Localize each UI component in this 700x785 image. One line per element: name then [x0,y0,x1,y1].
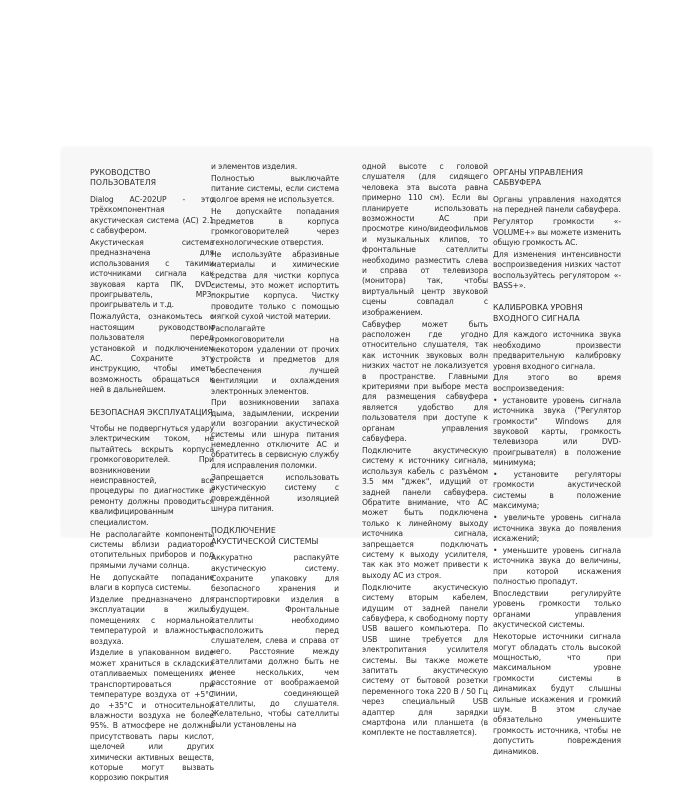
paragraph: Некоторые источники сигнала могут обладать столь высокой мощностью, что при максимальном уровне громкости системы в динамиках будут слышны сильные искажения и громкий шум. В этом случае обязательно уменьшите громкость источника, чтобы не допустить повреждения динамиков. [493,632,621,756]
section-heading-connection: ПОДКЛЮЧЕНИЕ АКУСТИЧЕСКОЙ СИСТЕМЫ [211,526,319,546]
paragraph: Располагайте громкоговорители на некотором удалении от прочих устройств и предметов для обеспечения лучшей вентиляции и охлаждения электронных элементов. [211,324,339,396]
paragraph: Изделие в упакованном виде может храниться в складских отапливаемых помещениях и транспортироваться при температуре воздуха от +5°С до +35°С и относительной влажности воздуха не более 95%. В атмосфере не должны присутствовать пары кислот, щелочей или других химически активных веществ, которые могут вызвать коррозию покрытия [90,648,214,783]
paragraph: Не допускайте попадания предметов в корпуса громкоговорителей через технологические отверстия. [211,206,339,247]
column-1 [90,168,214,785]
paragraph: Пожалуйста, ознакомьтесь с настоящим руководством пользователя перед установкой и подключением АС. Сохраните эту инструкцию, чтобы иметь возможность обращаться к ней в дальнейшем. [90,312,214,395]
paragraph: Полностью выключайте питание системы, если система долгое время не используется. [211,173,339,204]
paragraph: Не используйте абразивные материалы и химические средства для чистки корпуса системы, это может испортить покрытие корпуса. Чистку проводите только с помощью мягкой сухой чистой материи. [211,249,339,322]
manual-page [62,148,651,783]
paragraph: одной высоте с головой слушателя (для сидящего человека эта высота равна примерно 110 см). Если вы планируете использовать возможности АС при просмотре кино/видеофильмов и музыкальных клипов, то фронтальные сателлиты необходимо разместить слева и справа от телевизора (монитора) так, чтобы виртуальный центр звуковой сцены совпадал с изображением. [362,162,488,317]
paragraph: Акустическая система предназначена для использования с такими источниками сигнала как звуковая карта ПК, DVD-проигрыватель, MP3-проигрыватель и т.д. [90,237,214,310]
paragraph: Органы управления находятся на передней панели сабвуфера. [493,194,621,215]
paragraph: и элементов изделия. [211,162,298,171]
paragraph: Впоследствии регулируйте уровень громкости только органами управления акустической системы. [493,589,621,630]
list-item: • увеличьте уровень сигнала источника звука до появления искажений; [493,513,621,543]
paragraph: Для изменения интенсивности воспроизведения низких частот воспользуйтесь регулятором «-BASS+». [493,249,621,291]
paragraph: Для каждого источника звука необходимо произвести предварительную калибровку уровня входного сигнала. [493,330,621,371]
column-4 [493,168,621,759]
column-3 [362,162,488,740]
paragraph: Изделие предназначено для эксплуатации в жилых помещениях с нормальной температурой и влажностью воздуха. [90,594,214,646]
paragraph: Регулятор громкости «-VOLUME+» вы можете изменить общую громкость АС. [493,217,621,247]
list-item: • установите уровень сигнала источника звука ("Регулятор громкости" Windows для звуковой карты, громкость телевизора или DVD-проигрывателя) в положение минимума; [493,395,621,468]
column-2 [211,162,339,732]
paragraph: При возникновении запаха дыма, задымлении, искрении или возгорании акустической системы или шнура питания немедленно отключите АС и обратитесь в сервисную службу для исправления поломки. [211,398,339,470]
paragraph: Чтобы не подвергнуться удару электрическим током, не пытайтесь вскрыть корпуса громкоговорителей. При возникновении неисправностей, все процедуры по диагностике и ремонту должны проводиться квалифицированным специалистом. [90,423,214,527]
paragraph: Подключите акустическую систему к источнику сигнала, используя кабель с разъёмом 3.5 мм "джек", идущий от задней панели сабвуфера. Обратите внимание, что АС может быть подключена только к линейному выходу источника сигнала, запрещается подключать систему к выходу усилителя, так как это может привести к выходу АС из строя. [362,445,488,580]
list-item: • установите регуляторы громкости акустической системы в положение максимума; [493,470,621,511]
paragraph: Запрещается использовать акустическую систему с повреждённой изоляцией шнура питания. [211,472,339,513]
list-item: • уменьшите уровень сигнала источника звука до величины, при которой искажения полностью пропадут. [493,545,621,587]
paragraph: Сабвуфер может быть расположен где угодно относительно слушателя, так как источник звуковых волн низких частот не локализуется в пространстве. Главными критериями при выборе места для размещения сабвуфера является удобство для пользователя при доступе к органам управления сабвуфера. [362,319,488,444]
paragraph: Аккуратно распакуйте акустическую систему. Сохраните упаковку для безопасного хранения и транспортировки изделия в будущем. Фронтальные сателлиты необходимо расположить перед слушателем, слева и справа от него. Расстояние между сателлитами должно быть не менее нескольких, чем расстояние от воображаемой линии, соединяющей сателлиты, до слушателя. Желательно, чтобы сателлиты были установлены на [211,553,339,729]
section-heading-safety: БЕЗОПАСНАЯ ЭКСПЛУАТАЦИЯ [90,407,213,417]
paragraph: Не допускайте попадание влаги в корпуса системы. [90,572,214,593]
paragraph: Dialog AC-202UP - это трёхкомпонентная акустическая система (АС) 2.1 с сабвуфером. [90,194,214,236]
section-heading-calibration: КАЛИБРОВКА УРОВНЯ ВХОДНОГО СИГНАЛА [493,303,583,323]
section-heading-user-guide: РУКОВОДСТВО ПОЛЬЗОВАТЕЛЯ [90,168,156,188]
paragraph: Для этого во время воспроизведения: [493,373,621,393]
paragraph: Подключите акустическую систему вторым кабелем, идущим от задней панели сабвуфера, к свободному порту USB вашего компьютера. По USB шине требуется для электропитания усилителя системы. Вы также можете запитать акустическую систему от бытовой розетки переменного тока 220 В / 50 Гц через специальный USB адаптер для зарядки смартфона или планшета (в комплекте не поставляется). [362,582,488,738]
section-heading-controls: ОРГАНЫ УПРАВЛЕНИЯ САБВУФЕРА [493,168,584,188]
paragraph: Не располагайте компоненты системы вблизи радиаторов отопительных приборов и под прямыми лучами солнца. [90,529,214,570]
